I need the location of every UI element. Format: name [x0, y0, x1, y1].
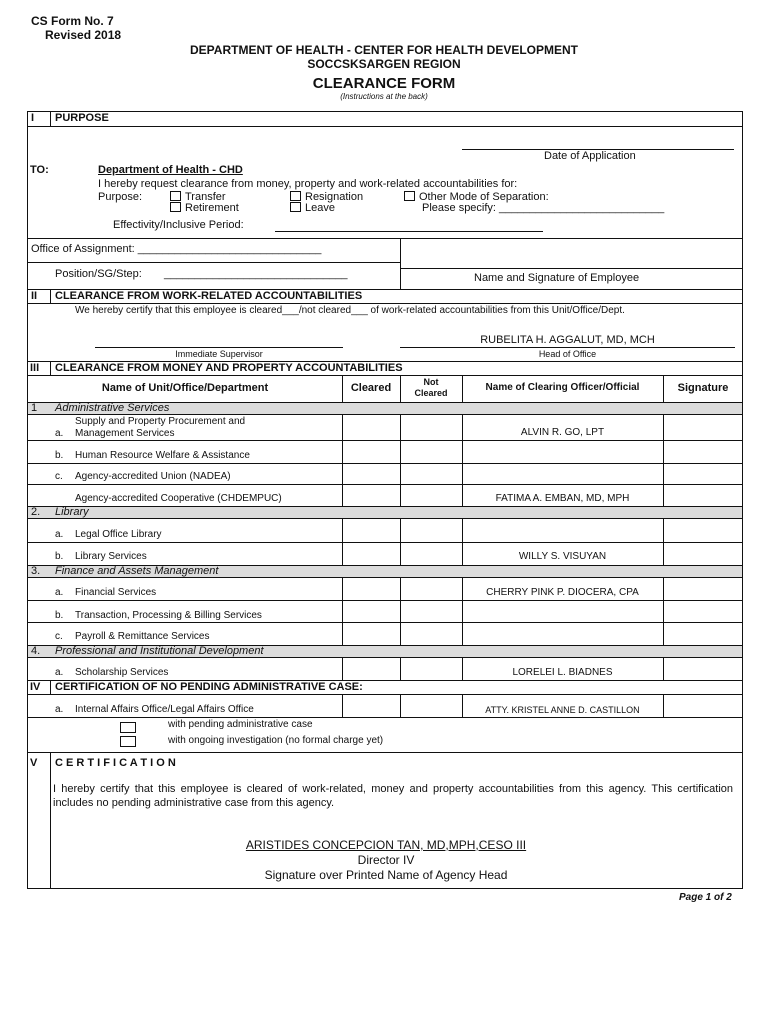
row-officer: FATIMA A. EMBAN, MD, MPH: [495, 493, 630, 504]
head-signature-line[interactable]: [400, 347, 735, 348]
group-name: Finance and Assets Management: [55, 565, 219, 577]
divider: [342, 375, 343, 402]
divider: [27, 752, 743, 753]
divider: [462, 375, 463, 402]
purpose-label: Purpose:: [98, 191, 143, 203]
divider: [27, 717, 743, 718]
divider: [400, 694, 401, 717]
supervisor-signature-line[interactable]: [95, 347, 343, 348]
section-number: III: [30, 362, 40, 374]
option-label: Transfer: [185, 191, 226, 203]
divider: [50, 111, 51, 126]
divider: [27, 577, 743, 578]
group-name: Administrative Services: [55, 402, 170, 414]
divider: [663, 577, 664, 645]
pending-case-checkbox[interactable]: [120, 722, 136, 733]
row-name: Internal Affairs Office/Legal Affairs Office: [75, 704, 254, 715]
divider: [50, 680, 51, 694]
divider: [50, 361, 51, 375]
divider: [27, 518, 743, 519]
row-name: Agency-accredited Union (NADEA): [75, 471, 231, 482]
head-of-office-label: Head of Office: [538, 349, 597, 359]
office-of-assignment-field[interactable]: Office of Assignment: ______________________________: [31, 243, 322, 255]
group-shade: [28, 506, 742, 518]
option-label: Resignation: [305, 191, 364, 203]
section-number: V: [30, 757, 38, 769]
divider: [400, 577, 401, 645]
row-officer: ALVIN R. GO, LPT: [520, 427, 605, 438]
row-letter: c.: [55, 631, 63, 642]
column-header-not: Not: [423, 377, 439, 387]
section-title: PURPOSE: [55, 112, 109, 124]
divider: [27, 126, 743, 127]
row-letter: b.: [55, 551, 64, 562]
row-name: Payroll & Remittance Services: [75, 631, 210, 642]
divider: [400, 657, 401, 680]
divider: [342, 657, 343, 680]
divider: [663, 518, 664, 565]
divider: [27, 414, 743, 415]
row-name: Financial Services: [75, 587, 157, 598]
checkbox-icon[interactable]: [404, 191, 415, 201]
effectivity-line[interactable]: [275, 231, 543, 232]
section-title: CLEARANCE FROM WORK-RELATED ACCOUNTABILITIES: [55, 290, 363, 302]
section-title: C E R T I F I C A T I O N: [55, 757, 176, 769]
section-title: CLEARANCE FROM MONEY AND PROPERTY ACCOUNTABILITIES: [55, 362, 403, 374]
form-revision: Revised 2018: [45, 28, 122, 42]
row-letter: a.: [55, 529, 64, 540]
option-label: Other Mode of Separation:: [419, 191, 549, 203]
pending-case-label: with pending administrative case: [168, 719, 313, 730]
divider: [663, 657, 664, 680]
instructions-note: (Instructions at the back): [340, 92, 428, 101]
divider: [663, 375, 664, 402]
checkbox-icon[interactable]: [170, 202, 181, 212]
row-letter: b.: [55, 450, 64, 461]
section-number: IV: [30, 681, 41, 693]
page-number: Page 1 of 2: [679, 892, 732, 903]
checkbox-icon[interactable]: [170, 191, 181, 201]
certify-text: We hereby certify that this employee is cleared___/not cleared___ of work-related accountabilities from this Unit/Office/Dept.: [75, 305, 625, 316]
divider: [400, 518, 401, 565]
section-number: II: [31, 290, 38, 302]
row-officer: CHERRY PINK P. DIOCERA, CPA: [486, 587, 639, 598]
divider: [342, 414, 343, 506]
row-letter: c.: [55, 471, 63, 482]
row-name: Library Services: [75, 551, 147, 562]
row-letter: b.: [55, 610, 64, 621]
agency-head-label: Signature over Printed Name of Agency Head: [264, 868, 508, 882]
divider: [27, 238, 743, 239]
section-title: CERTIFICATION OF NO PENDING ADMINISTRATIVE CASE:: [55, 681, 363, 693]
employee-signature-label: Name and Signature of Employee: [474, 272, 640, 284]
form-number: CS Form No. 7: [31, 14, 114, 28]
checkbox-icon[interactable]: [290, 191, 301, 201]
page-title: CLEARANCE FORM: [312, 75, 456, 92]
row-name-line1: Supply and Property Procurement and: [75, 416, 246, 427]
option-label: Retirement: [185, 202, 239, 214]
row-name: Legal Office Library: [75, 529, 162, 540]
certification-text: I hereby certify that this employee is cleared of work-related, money and property accountabilities from this agency. This certification includes no pending administrative case from this agency.: [53, 783, 733, 809]
to-label: TO:: [30, 164, 49, 176]
row-officer: WILLY S. VISUYAN: [518, 551, 607, 562]
row-officer: LORELEI L. BIADNES: [512, 667, 613, 678]
divider: [27, 262, 400, 263]
divider: [400, 268, 743, 269]
region-name: SOCCSKSARGEN REGION: [307, 57, 461, 71]
divider: [342, 694, 343, 717]
group-name: Professional and Institutional Development: [55, 645, 264, 657]
specify-field[interactable]: Please specify: ___________________________: [422, 202, 665, 214]
row-letter: a.: [55, 428, 64, 439]
divider: [400, 375, 401, 402]
divider: [663, 694, 664, 717]
row-name: Transaction, Processing & Billing Services: [75, 610, 262, 621]
row-officer: ATTY. KRISTEL ANNE D. CASTILLON: [485, 705, 640, 715]
agency-head-position: Director IV: [357, 853, 415, 867]
row-letter: a.: [55, 704, 64, 715]
column-header-unit: Name of Unit/Office/Department: [101, 382, 269, 394]
to-recipient: Department of Health - CHD: [98, 164, 243, 176]
section-number: I: [31, 112, 35, 124]
divider: [27, 600, 743, 601]
divider: [27, 694, 743, 695]
effectivity-label: Effectivity/Inclusive Period:: [113, 219, 244, 231]
group-number: 4.: [31, 645, 41, 657]
option-label: Leave: [305, 202, 335, 214]
request-text: I hereby request clearance from money, property and work-related accountabilities for:: [98, 178, 518, 190]
divider: [27, 484, 743, 485]
row-name: Agency-accredited Cooperative (CHDEMPUC): [75, 493, 282, 504]
row-name: Scholarship Services: [75, 667, 169, 678]
supervisor-label: Immediate Supervisor: [175, 349, 263, 359]
date-label: Date of Application: [544, 150, 636, 162]
divider: [27, 506, 743, 507]
head-of-office-name: RUBELITA H. AGGALUT, MD, MCH: [480, 334, 655, 346]
ongoing-investigation-checkbox[interactable]: [120, 736, 136, 747]
column-header-cleared: Cleared: [350, 382, 392, 394]
divider: [342, 518, 343, 565]
divider: [27, 440, 743, 441]
group-name: Library: [55, 506, 89, 518]
purpose-leave[interactable]: [290, 202, 335, 214]
agency-head-name: ARISTIDES CONCEPCION TAN, MD,MPH,CESO III: [245, 838, 527, 852]
column-header-not-cleared: Cleared: [414, 388, 448, 398]
purpose-retirement[interactable]: [170, 202, 239, 214]
divider: [400, 238, 401, 289]
group-number: 3.: [31, 565, 41, 577]
department-name: DEPARTMENT OF HEALTH - CENTER FOR HEALTH DEVELOPMENT: [190, 43, 578, 57]
row-name: Human Resource Welfare & Assistance: [75, 450, 250, 461]
position-label: Position/SG/Step:: [55, 268, 142, 280]
position-field[interactable]: ______________________________: [164, 268, 348, 280]
ongoing-investigation-label: with ongoing investigation (no formal charge yet): [168, 735, 384, 746]
row-letter: a.: [55, 587, 64, 598]
divider: [50, 289, 51, 303]
column-header-signature: Signature: [677, 382, 729, 394]
group-number: 1: [31, 402, 38, 414]
divider: [400, 414, 401, 506]
divider: [27, 375, 743, 376]
checkbox-icon[interactable]: [290, 202, 301, 212]
divider: [27, 622, 743, 623]
row-name: Management Services: [75, 428, 175, 439]
column-header-officer: Name of Clearing Officer/Official: [485, 382, 640, 393]
divider: [27, 657, 743, 658]
divider: [27, 463, 743, 464]
row-letter: a.: [55, 667, 64, 678]
group-number: 2.: [31, 506, 41, 518]
divider: [342, 577, 343, 645]
divider: [27, 303, 743, 304]
divider: [663, 414, 664, 506]
divider: [27, 542, 743, 543]
